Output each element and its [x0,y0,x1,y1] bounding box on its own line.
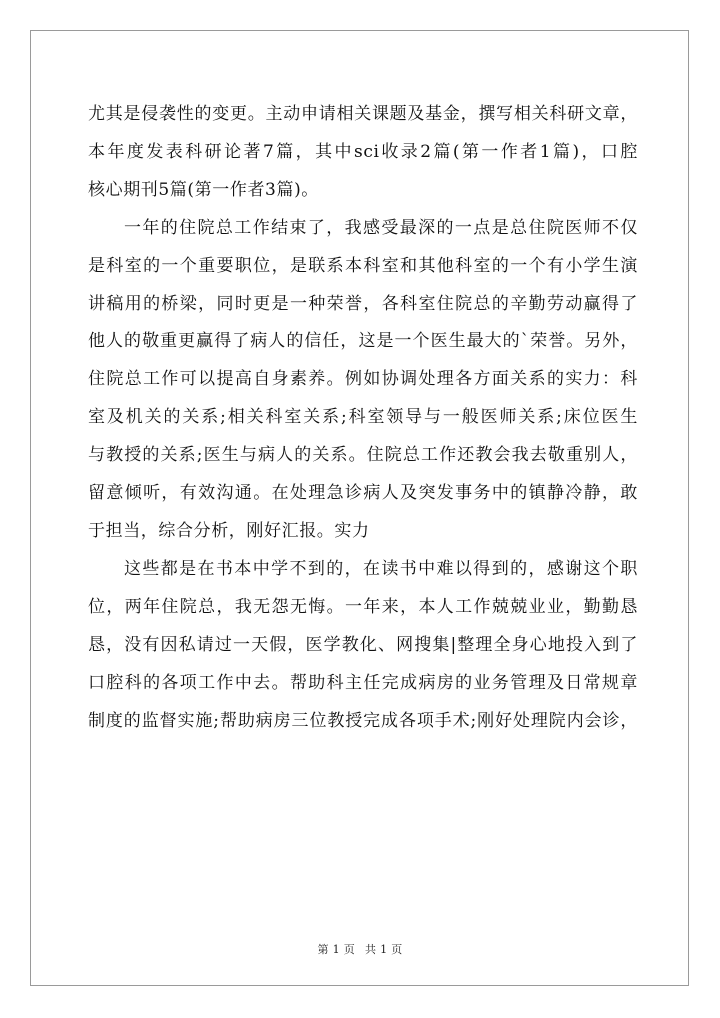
document-body [88,96,638,740]
text-line: 位，两年住院总，我无怨无悔。一年来，本人工作兢兢业业，勤勤恳 [88,596,638,617]
paragraph-2 [88,210,638,551]
text-line: 与教授的关系;医生与病人的关系。住院总工作还教会我去敬重别人， [88,445,638,466]
text-line: 这些都是在书本中学不到的，在读书中难以得到的，感谢这个职 [124,558,638,579]
paragraph-3 [88,551,638,741]
text-line: 口腔科的各项工作中去。帮助科主任完成病房的业务管理及日常规章 [88,672,638,693]
text-line: 留意倾听，有效沟通。在处理急诊病人及突发事务中的镇静冷静，敢 [88,483,638,504]
text-line: 恳，没有因私请过一天假，医学教化、网搜集|整理全身心地投入到了 [88,634,638,655]
text-line: 室及机关的关系;相关科室关系;科室领导与一般医师关系;床位医生 [88,407,638,428]
text-line: 尤其是侵袭性的变更。主动申请相关课题及基金，撰写相关科研文章， [88,104,638,124]
text-line: 本年度发表科研论著7篇，其中sci收录2篇(第一作者1篇)，口腔 [88,141,638,162]
text-line: 住院总工作可以提高自身素养。例如协调处理各方面关系的实力：科 [88,369,638,390]
page-total: 共 1 页 [365,943,403,956]
text-line: 一年的住院总工作结束了，我感受最深的一点是总住院医师不仅 [124,217,638,238]
text-line: 制度的监督实施;帮助病房三位教授完成各项手术;刚好处理院内会诊， [88,710,638,731]
text-line: 他人的敬重更赢得了病人的信任，这是一个医生最大的`荣誉。另外， [88,331,638,352]
text-line: 讲稿用的桥梁，同时更是一种荣誉，各科室住院总的辛勤劳动赢得了 [88,293,638,314]
text-line: 于担当，综合分析，刚好汇报。实力 [88,520,370,541]
text-line: 是科室的一个重要职位，是联系本科室和其他科室的一个有小学生演 [88,255,638,276]
paragraph-1 [88,96,638,210]
page-number: 第 1 页 [317,943,355,956]
page-footer [0,941,720,957]
text-line: 核心期刊5篇(第一作者3篇)。 [88,179,319,200]
